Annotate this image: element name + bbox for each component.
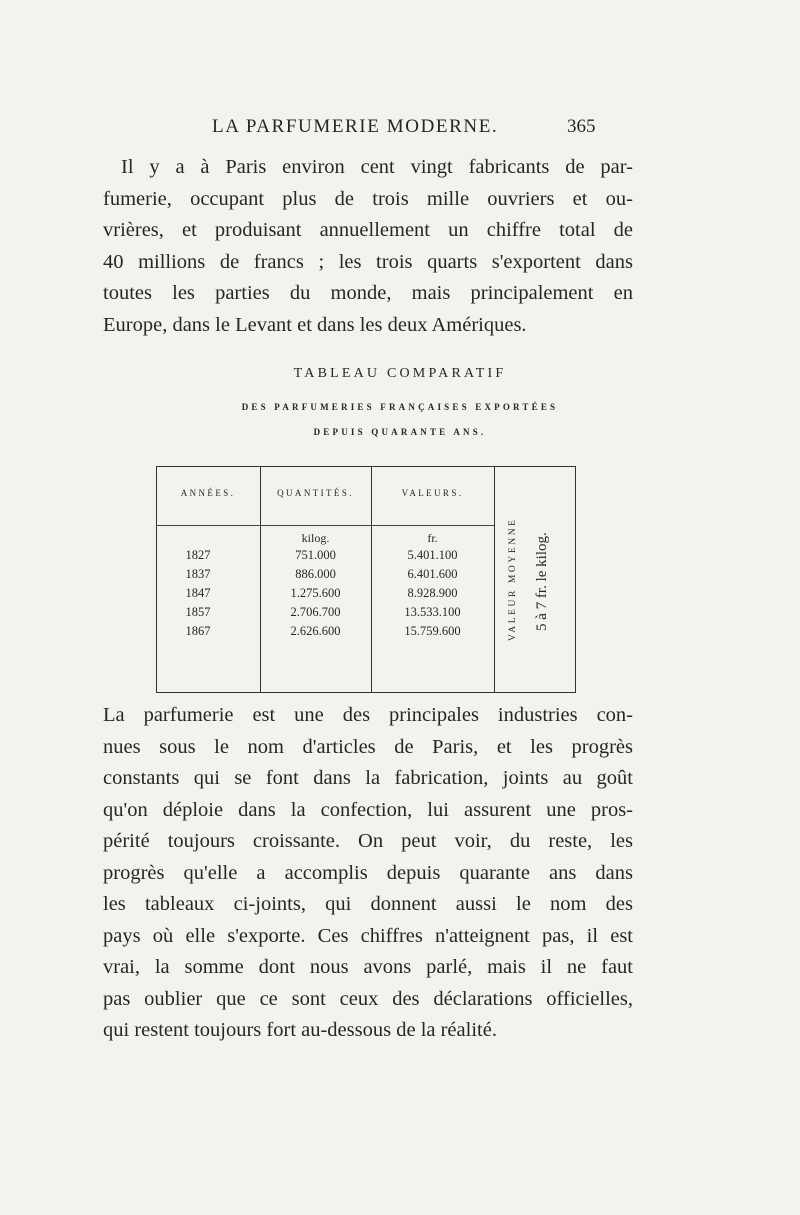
text-line: pas oublier que ce sont ceux des déclarations officielles,	[103, 987, 633, 1010]
table-subtitle-2: DEPUIS QUARANTE ANS.	[313, 427, 487, 437]
column-annees	[156, 546, 240, 641]
table-subtitle: DES PARFUMERIES FRANÇAISES EXPORTÉES	[241, 402, 559, 412]
valeur-moyenne-text: 5 à 7 fr. le kilog.	[534, 532, 550, 632]
table-title: TABLEAU COMPARATIF	[293, 366, 507, 381]
text-line: pays où elle s'exporte. Ces chiffres n'atteignent pas, il est	[103, 924, 633, 947]
column-quantites	[260, 546, 371, 641]
text-line: toutes les parties du monde, mais principalement en	[103, 282, 633, 304]
text-line: fumerie, occupant plus de trois mille ouvriers et ou-	[103, 187, 633, 210]
cell-valeur: 8.928.900	[407, 586, 458, 600]
column-valeurs	[371, 546, 494, 641]
cell-annee: 1847	[185, 586, 211, 600]
text-line: qui restent toujours fort au-dessous de la réalité.	[103, 1019, 497, 1041]
text-line: 40 millions de francs ; les trois quarts s'exportent dans	[103, 250, 633, 273]
text-line: qu'on déploie dans la confection, lui assurent une pros-	[103, 798, 633, 821]
column-divider	[494, 467, 495, 692]
cell-valeur: 6.401.600	[407, 567, 458, 581]
header-rule	[156, 525, 494, 526]
cell-annee: 1857	[185, 605, 211, 619]
cell-annee: 1827	[185, 548, 211, 562]
header-valeurs: VALEURS.	[401, 488, 464, 498]
cell-annee: 1837	[185, 567, 211, 581]
text-line: périté toujours croissante. On peut voir, du reste, les	[103, 830, 633, 852]
cell-valeur: 13.533.100	[404, 605, 461, 619]
cell-quantite: 886.000	[295, 567, 336, 581]
header-annees: ANNÉES.	[180, 488, 236, 498]
cell-valeur: 5.401.100	[407, 548, 458, 562]
cell-quantite: 1.275.600	[290, 586, 341, 600]
text-line: constants qui se font dans la fabrication, joints au goût	[103, 767, 633, 789]
cell-valeur: 15.759.600	[404, 624, 461, 638]
text-line: vrières, et produisant annuellement un chiffre total de	[103, 219, 633, 241]
cell-quantite: 2.706.700	[290, 605, 341, 619]
table-border-right	[575, 467, 576, 692]
text-line: nues sous le nom d'articles de Paris, et les progrès	[103, 735, 633, 758]
unit-francs: fr.	[427, 531, 438, 545]
running-head: LA PARFUMERIE MODERNE.	[212, 116, 499, 137]
text-line: Il y a à Paris environ cent vingt fabricants de par-	[121, 156, 633, 178]
export-table	[156, 466, 576, 693]
cell-quantite: 751.000	[295, 548, 336, 562]
paragraph-articles-de-paris	[103, 700, 633, 1047]
page-number: 365	[567, 116, 596, 137]
text-line: vrai, la somme dont nous avons parlé, mais il ne faut	[103, 956, 633, 978]
cell-annee: 1867	[185, 624, 211, 638]
paragraph-intro	[103, 152, 633, 341]
text-line: les tableaux ci-joints, qui donnent aussi le nom des	[103, 893, 633, 915]
header-quantites: QUANTITÉS.	[277, 488, 354, 498]
header-valeur-moyenne: VALEUR MOYENNE	[508, 517, 518, 641]
unit-kilog: kilog.	[301, 531, 330, 545]
cell-quantite: 2.626.600	[290, 624, 341, 638]
text-line: progrès qu'elle a accomplis depuis quarante ans dans	[103, 861, 633, 884]
text-line: Europe, dans le Levant et dans les deux Amériques.	[103, 313, 527, 336]
text-line: La parfumerie est une des principales industries con-	[103, 704, 633, 726]
